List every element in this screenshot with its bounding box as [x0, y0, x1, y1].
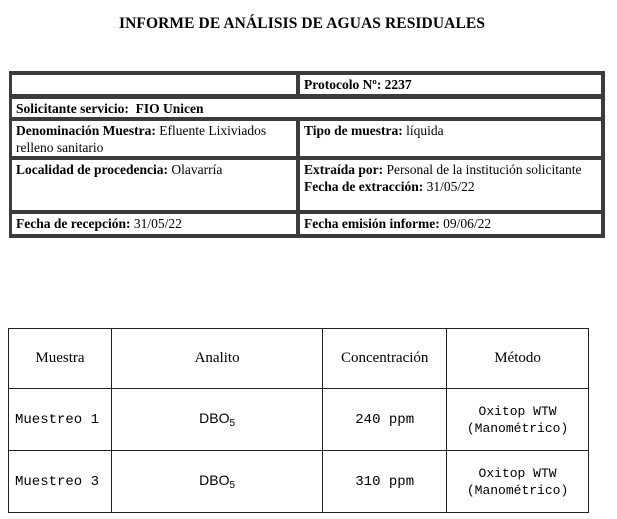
extraccion-cell	[299, 159, 602, 211]
fecha-extraccion-label: Fecha de extracción:	[304, 179, 424, 194]
col-header-muestra: Muestra	[9, 329, 112, 389]
metodo-line-2: (Manométrico)	[466, 420, 569, 436]
muestra-cell: Muestreo 3	[9, 451, 112, 513]
muestra-cell: Muestreo 1	[9, 389, 112, 451]
table-row	[9, 451, 589, 513]
col-header-analito: Analito	[111, 329, 322, 389]
denominacion-label: Denominación Muestra:	[16, 123, 156, 138]
denominacion-value: Efluente Lixiviados relleno sanitario	[16, 123, 267, 155]
metodo-cell	[447, 451, 589, 513]
table-row	[9, 389, 589, 451]
report-title: INFORME DE ANÁLISIS DE AGUAS RESIDUALES	[118, 15, 486, 32]
tipo-value: líquida	[402, 123, 444, 138]
protocolo-cell	[299, 74, 602, 95]
col-header-concentracion: Concentración	[323, 329, 447, 389]
concentracion-cell: 310 ppm	[323, 451, 447, 513]
metodo-line-1: Oxitop WTW	[478, 403, 557, 419]
tipo-label: Tipo de muestra:	[304, 123, 403, 138]
analito-cell	[111, 451, 322, 513]
analito-subscript: 5	[229, 418, 236, 429]
metodo-line-2: (Manométrico)	[466, 482, 569, 498]
concentracion-cell: 240 ppm	[323, 389, 447, 451]
solicitante-cell	[11, 98, 602, 118]
empty-cell	[11, 74, 297, 95]
recepcion-label: Fecha de recepción:	[16, 216, 131, 231]
recepcion-value: 31/05/22	[130, 216, 182, 231]
extraida-value: Personal de la institución solicitante	[383, 162, 582, 177]
localidad-cell	[11, 159, 297, 211]
extraida-label: Extraída por:	[304, 162, 384, 177]
protocolo-label: Protocolo Nº: 2237	[304, 77, 412, 92]
solicitante-label: Solicitante servicio: FIO Unicen	[16, 101, 204, 116]
emision-cell	[299, 213, 602, 235]
header-info-table	[9, 71, 605, 238]
emision-value: 09/06/22	[439, 216, 492, 231]
analito-text: DBO	[199, 410, 230, 426]
emision-label: Fecha emisión informe:	[304, 216, 440, 231]
analito-subscript: 5	[229, 480, 236, 491]
localidad-value: Olavarría	[168, 162, 223, 177]
metodo-line-1: Oxitop WTW	[478, 465, 557, 481]
metodo-cell	[447, 389, 589, 451]
tipo-cell	[299, 120, 602, 157]
col-header-metodo: Método	[447, 329, 589, 389]
denominacion-cell	[11, 120, 297, 157]
analito-cell	[111, 389, 322, 451]
recepcion-cell	[11, 213, 297, 235]
analito-text: DBO	[199, 472, 230, 488]
fecha-extraccion-value: 31/05/22	[423, 179, 475, 194]
results-header-row	[9, 329, 589, 389]
results-table	[8, 328, 589, 513]
localidad-label: Localidad de procedencia:	[16, 162, 169, 177]
